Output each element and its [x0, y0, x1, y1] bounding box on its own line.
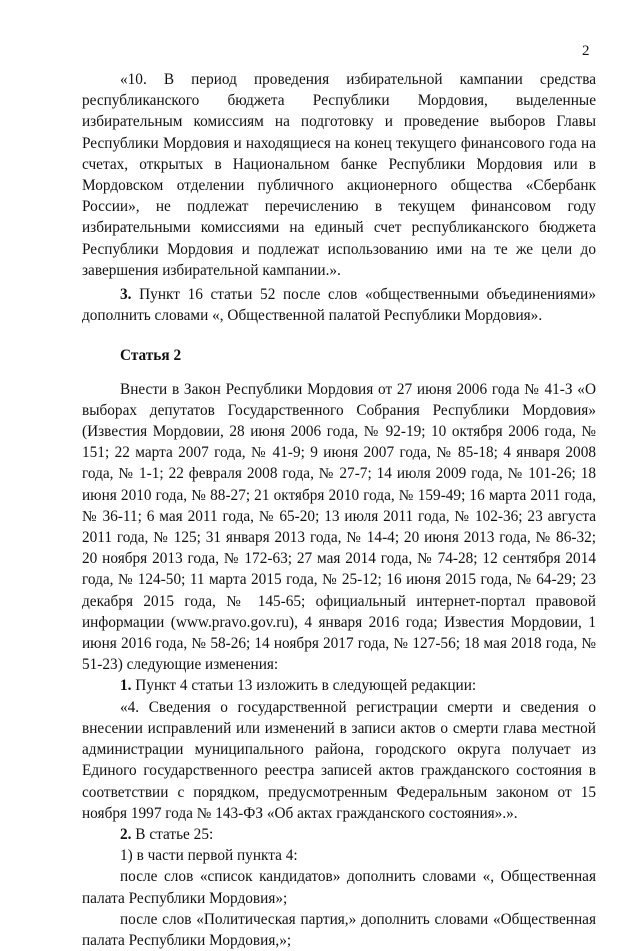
paragraph-after-party: после слов «Политическая партия,» дополнить словами «Общественная палата Республики Мордовия,»;	[82, 910, 596, 949]
paragraph-quote-4: «4. Сведения о государственной регистрации смерти и сведения о внесении исправлений или изменений в записи актов о смерти глава местной администрации муниципального района, городского округа получает из Единого государственного реестра записей актов гражданского состояния в соответствии с порядком, предусмотренным Федеральным законом от 15 ноября 1997 года № 143-ФЗ «Об актах гражданского состояния».».	[82, 698, 596, 822]
point-number: 2.	[120, 825, 132, 843]
page-number: 2	[582, 43, 590, 59]
point-text: В статье 25:	[131, 825, 214, 843]
paragraph-sub-1: 1) в части первой пункта 4:	[120, 847, 298, 865]
point-number: 3.	[120, 286, 132, 304]
paragraph-point-3	[82, 284, 596, 326]
paragraph-item-10: «10. В период проведения избирательной кампании средства республиканского бюджета Республики Мордовия, выделенные избирательным комиссиям на подготовку и проведение выборов Главы Республики Мордовия и находящиеся на конец текущего финансового года на счетах, открытых в Национальном банке Республики Мордовия или в Мордовском отделении публичного акционерного общества «Сбербанк России», не подлежат перечислению в текущем финансовом году избирательными комиссиями на единый счет республиканского бюджета Республики Мордовия и подлежат использованию ими на те же цели до завершения избирательной кампании.».	[82, 71, 596, 279]
paragraph-point-2	[82, 824, 596, 845]
point-number: 1.	[120, 677, 132, 695]
document-body	[82, 69, 596, 951]
paragraph-intro: Внести в Закон Республики Мордовия от 27 июня 2006 года № 41-З «О выборах депутатов Государственного Собрания Республики Мордовия» (Известия Мордовии, 28 июня 2006 года, № 92-19; 10 октября 2006 года, № 151; 22 марта 2007 года, № 41-9; 9 июня 2007 года, № 85-18; 4 января 2008 года, № 1-1; 22 февраля 2008 года, № 27-7; 14 июля 2009 года, № 101-26; 18 июня 2010 года, № 88-27; 21 октября 2010 года, № 159-49; 16 марта 2011 года, № 36-11; 6 мая 2011 года, № 65-20; 13 июля 2011 года, № 102-36; 23 августа 2011 года, № 125; 31 января 2013 года, № 14-4; 20 июня 2013 года, № 86-32; 20 ноября 2013 года, № 172-63; 27 мая 2014 года, № 74-28; 12 сентября 2014 года, № 124-50; 11 марта 2015 года, № 25-12; 16 июня 2015 года, № 64-29; 23 декабря 2015 года, № 145-65; официальный интернет-портал правовой информации (www.pravo.gov.ru), 4 января 2016 года; Известия Мордовии, 1 июня 2016 года, № 58-26; 14 ноября 2017 года, № 127-56; 18 мая 2018 года, № 51-23) следующие изменения:	[82, 380, 596, 674]
point-text: Пункт 4 статьи 13 изложить в следующей редакции:	[131, 677, 477, 695]
paragraph-after-candidates: после слов «список кандидатов» дополнить словами «, Общественная палата Республики Мордовия»;	[82, 868, 596, 907]
article-heading: Статья 2	[120, 347, 182, 365]
paragraph-point-1	[82, 675, 596, 696]
point-text: Пункт 16 статьи 52 после слов «общественными объединениями» дополнить словами «, Общественной палатой Республики Мордовия».	[82, 286, 596, 325]
